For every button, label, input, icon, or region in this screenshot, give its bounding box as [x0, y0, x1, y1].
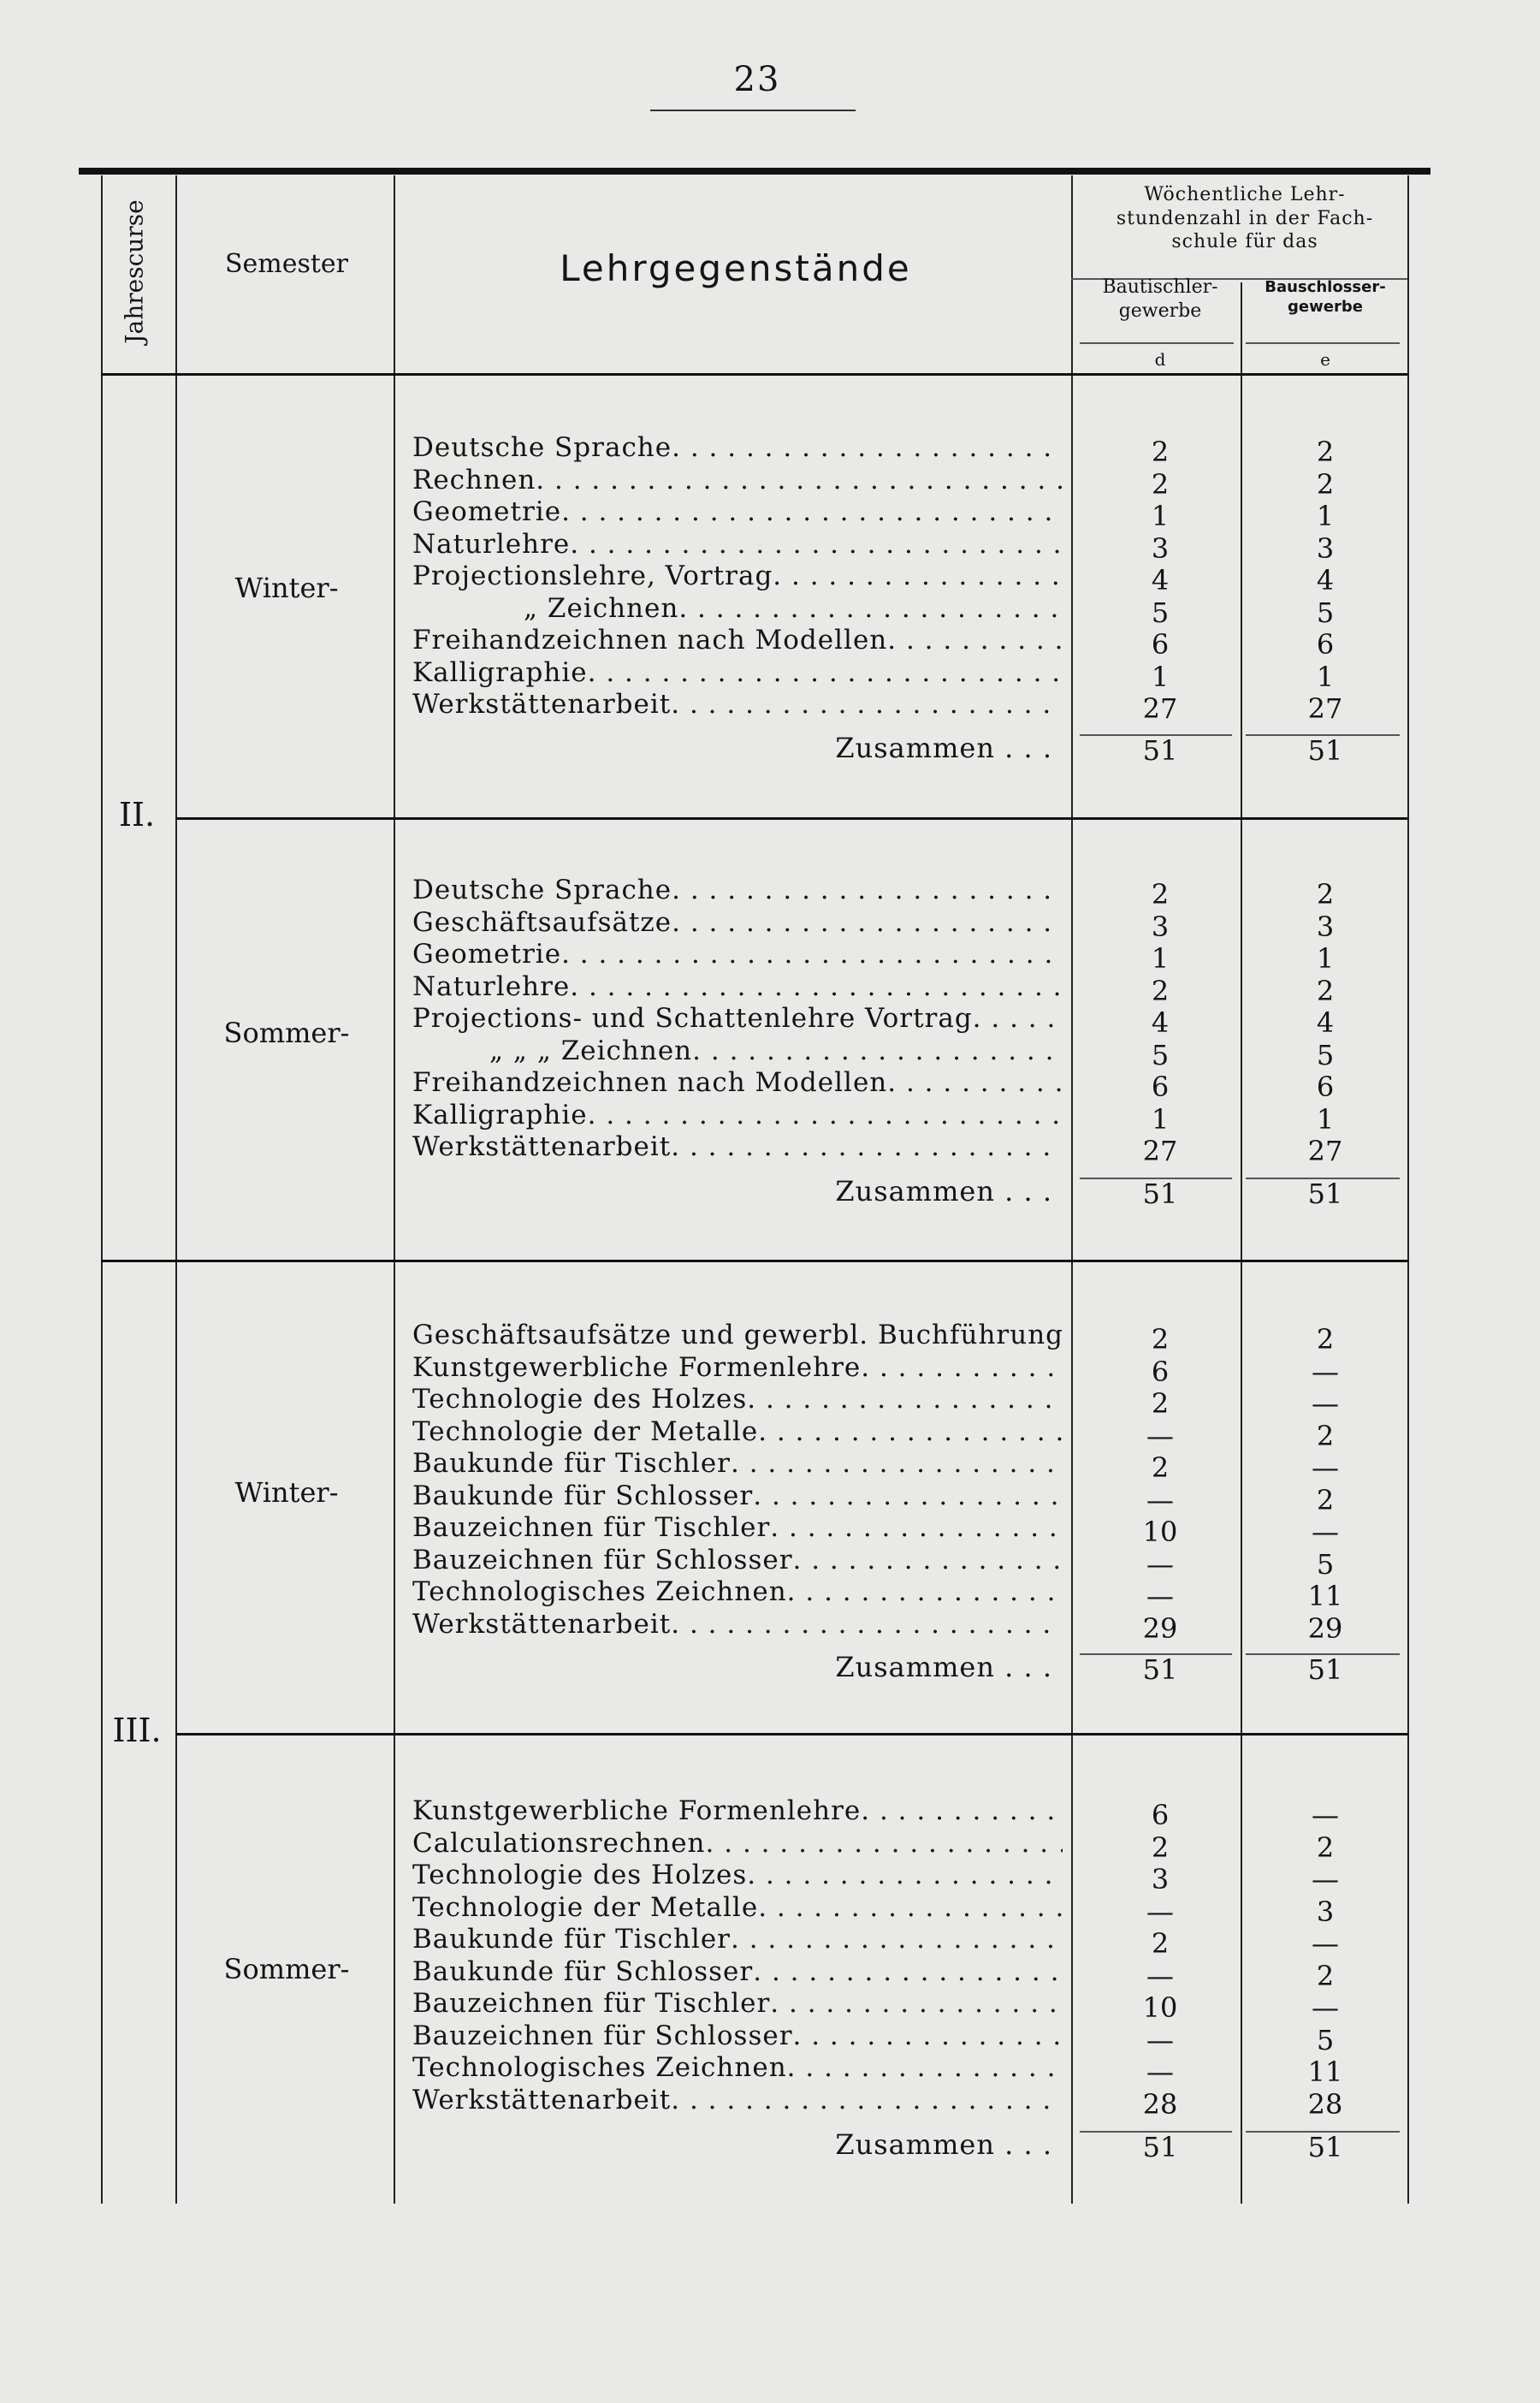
hours-cell: 3 [1151, 1863, 1170, 1896]
hours-cell: — [1312, 1927, 1339, 1960]
subject-row: Geometrie . . . [412, 939, 1063, 971]
hours-cell: 11 [1307, 2056, 1343, 2088]
subject-row: Baukunde für Tischler . . . [412, 1924, 1063, 1956]
subject-row: Bauzeichnen für Schlosser . . . [412, 1545, 1063, 1577]
subject-row: „ Zeichnen . . . [412, 593, 1063, 626]
hours-cell: 2 [1316, 1959, 1335, 1992]
hours-cell: 29 [1307, 1611, 1343, 1645]
subject-row: Technologie des Holzes . . . [412, 1860, 1063, 1892]
hours-cell: 27 [1142, 692, 1178, 725]
hours-cell: — [1146, 1483, 1174, 1516]
subject-row: „ „ „ Zeichnen . . . [412, 1035, 1063, 1068]
col-rule-d [1241, 282, 1242, 2204]
subject-row: Werkstättenarbeit . . . [412, 1131, 1063, 1164]
hours-cell: 2 [1151, 1323, 1170, 1356]
hours-cell: 6 [1151, 1799, 1170, 1831]
hours-cell: 2 [1151, 1451, 1170, 1484]
subject-row: Freihandzeichnen nach Modellen . . . [412, 1067, 1063, 1100]
subject-row: Technologie der Metalle . . . [412, 1416, 1063, 1449]
hours-cell: 2 [1151, 878, 1170, 911]
subject-list [412, 1320, 1063, 1641]
hours-cell: 2 [1151, 436, 1170, 468]
hours-cell: 11 [1307, 1580, 1343, 1612]
course-label-iii: III. [112, 1712, 162, 1749]
total-e: 51 [1307, 1653, 1343, 1686]
total-label: Zusammen . . . [835, 2128, 1052, 2161]
page-number: 23 [733, 60, 781, 99]
hours-cell: 1 [1151, 500, 1170, 532]
subject-row: Rechnen . . . [412, 465, 1063, 497]
total-label: Zusammen . . . [835, 732, 1052, 764]
header-letter-e: e [1320, 349, 1330, 370]
hours-cell: — [1312, 1387, 1339, 1420]
header-letter-d: d [1154, 349, 1166, 370]
col-rule-right [1407, 175, 1409, 2204]
total-label: Zusammen . . . [835, 1175, 1052, 1207]
total-label: Zusammen . . . [835, 1651, 1052, 1683]
header-semester: Semester [224, 249, 349, 279]
header-course: Jahrescurse [121, 199, 150, 344]
semester-divider [175, 1733, 1407, 1736]
total-d: 51 [1142, 2131, 1178, 2163]
subject-row: Kalligraphie . . . [412, 1100, 1063, 1132]
hours-cell: 1 [1151, 942, 1170, 975]
hours-cell: 6 [1151, 1071, 1170, 1103]
semester-divider [175, 817, 1407, 820]
hours-cell: 1 [1151, 1102, 1170, 1136]
header-bottom-rule [101, 373, 1407, 376]
hours-cell: 5 [1316, 1547, 1335, 1581]
header-subjects: Lehrgegenstände [560, 247, 912, 289]
hours-cell: 5 [1316, 1038, 1335, 1071]
subject-row: Werkstättenarbeit . . . [412, 1609, 1063, 1641]
hours-cell: — [1312, 1863, 1339, 1896]
subject-list [412, 1795, 1063, 2116]
hours-cell: 5 [1316, 2023, 1335, 2056]
col-rule-semester [394, 175, 395, 2204]
hours-col-e [1246, 1324, 1405, 1645]
subject-row: Calculationsrechnen . . . [412, 1828, 1063, 1860]
total-d: 51 [1142, 1653, 1178, 1686]
total-e: 51 [1307, 2131, 1343, 2163]
table-top-rule [79, 168, 1430, 175]
hours-cell: — [1146, 1419, 1174, 1452]
subject-row: Technologisches Zeichnen . . . [412, 2052, 1063, 2085]
hours-col-d [1080, 436, 1241, 726]
subject-row: Werkstättenarbeit . . . [412, 689, 1063, 721]
hours-cell: — [1312, 1451, 1339, 1484]
hours-cell: 6 [1151, 1355, 1170, 1388]
total-e: 51 [1307, 1178, 1343, 1210]
hours-cell: 3 [1316, 910, 1335, 943]
hours-cell: 6 [1316, 1071, 1335, 1103]
subject-row: Projectionslehre, Vortrag . . . [412, 561, 1063, 593]
subject-list [412, 875, 1063, 1164]
hours-cell: 5 [1151, 1038, 1170, 1071]
semester-label: Sommer- [223, 1953, 350, 1985]
hours-cell: 4 [1151, 564, 1170, 596]
hours-cell: 2 [1151, 1927, 1170, 1960]
hours-cell: 1 [1316, 660, 1335, 693]
course-divider [101, 1260, 1407, 1262]
hours-cell: — [1312, 1355, 1339, 1388]
hours-cell: 27 [1307, 1135, 1343, 1167]
hours-cell: — [1312, 1991, 1339, 2024]
hours-cell: 1 [1151, 660, 1170, 693]
header-col-e: Bauschlosser- gewerbe [1265, 278, 1386, 316]
hours-cell: 1 [1316, 942, 1335, 975]
header-letter-rule-e [1246, 342, 1400, 344]
subject-row: Baukunde für Tischler . . . [412, 1448, 1063, 1480]
hours-cell: 6 [1316, 628, 1335, 661]
hours-cell: 6 [1151, 628, 1170, 661]
subject-row: Naturlehre . . . [412, 971, 1063, 1004]
subject-row: Bauzeichnen für Tischler . . . [412, 1988, 1063, 2020]
hours-cell: — [1146, 2056, 1174, 2088]
hours-col-e [1246, 1800, 1405, 2121]
subject-row: Kunstgewerbliche Formenlehre . . . [412, 1795, 1063, 1828]
col-rule-left [101, 175, 103, 2204]
hours-cell: 2 [1151, 467, 1170, 501]
hours-cell: — [1146, 1547, 1174, 1581]
subject-row: Geschäftsaufsätze . . . [412, 907, 1063, 940]
header-weekly-hours: Wöchentliche Lehr- stundenzahl in der Fach- schule für das [1116, 184, 1374, 252]
hours-cell: 2 [1151, 1387, 1170, 1420]
subject-row: Kunstgewerbliche Formenlehre . . . [412, 1352, 1063, 1385]
hours-col-d [1080, 879, 1241, 1168]
hours-cell: 4 [1316, 564, 1335, 596]
hours-col-d [1080, 1324, 1241, 1645]
hours-col-d [1080, 1800, 1241, 2121]
total-d: 51 [1142, 734, 1178, 767]
hours-cell: — [1146, 2023, 1174, 2056]
hours-cell: — [1312, 1516, 1339, 1548]
subject-list [412, 432, 1063, 721]
subject-row: Werkstättenarbeit . . . [412, 2085, 1063, 2117]
hours-cell: 1 [1316, 500, 1335, 532]
subject-row: Geschäftsaufsätze und gewerbl. Buchführung [412, 1320, 1064, 1350]
hours-cell: 28 [1142, 2087, 1178, 2121]
hours-cell: 2 [1316, 467, 1335, 501]
hours-cell: — [1312, 1799, 1339, 1831]
total-e: 51 [1307, 734, 1343, 767]
subject-row: Deutsche Sprache . . . [412, 875, 1063, 907]
hours-cell: — [1146, 1580, 1174, 1612]
hours-cell: 2 [1316, 1419, 1335, 1452]
semester-label: Sommer- [223, 1017, 350, 1049]
semester-label: Winter- [234, 1476, 339, 1509]
hours-cell: 4 [1316, 1006, 1335, 1039]
subject-row: Kalligraphie . . . [412, 657, 1063, 690]
col-rule-subjects [1071, 175, 1073, 2204]
hours-cell: 3 [1151, 910, 1170, 943]
hours-cell: 10 [1142, 1516, 1178, 1548]
subject-row: Bauzeichnen für Schlosser . . . [412, 2020, 1063, 2053]
hours-cell: 2 [1316, 974, 1335, 1007]
hours-cell: 2 [1316, 436, 1335, 468]
hours-cell: 28 [1307, 2087, 1343, 2121]
subject-row: Technologie der Metalle . . . [412, 1892, 1063, 1925]
header-letter-rule-d [1080, 342, 1234, 344]
subject-row: Baukunde für Schlosser . . . [412, 1956, 1063, 1989]
hours-cell: 2 [1316, 1323, 1335, 1356]
hours-cell: — [1146, 1959, 1174, 1992]
page-number-rule [650, 110, 856, 111]
hours-cell: 5 [1316, 596, 1335, 629]
hours-col-e [1246, 879, 1405, 1168]
hours-cell: 5 [1151, 596, 1170, 629]
hours-cell: 3 [1316, 531, 1335, 565]
hours-cell: 3 [1151, 531, 1170, 565]
header-col-d: Bautischler- gewerbe [1102, 276, 1218, 322]
hours-cell: 29 [1142, 1611, 1178, 1645]
hours-cell: 2 [1151, 1830, 1170, 1864]
course-label-ii: II. [118, 796, 156, 834]
subject-row: Projections- und Schattenlehre Vortrag . . . [412, 1003, 1063, 1035]
subject-row: Naturlehre . . . [412, 529, 1063, 561]
hours-cell: 3 [1316, 1895, 1335, 1928]
semester-label: Winter- [234, 572, 339, 604]
hours-cell: 2 [1151, 974, 1170, 1007]
subject-row: Technologisches Zeichnen . . . [412, 1576, 1063, 1609]
total-d: 51 [1142, 1178, 1178, 1210]
subject-row: Baukunde für Schlosser . . . [412, 1480, 1063, 1513]
hours-col-e [1246, 436, 1405, 726]
hours-cell: 27 [1142, 1135, 1178, 1167]
hours-cell: 1 [1316, 1102, 1335, 1136]
subject-row: Deutsche Sprache . . . [412, 432, 1063, 465]
hours-cell: 2 [1316, 1483, 1335, 1516]
subject-row: Geometrie . . . [412, 496, 1063, 529]
hours-cell: 27 [1307, 692, 1343, 725]
hours-cell: 2 [1316, 878, 1335, 911]
hours-cell: 10 [1142, 1991, 1178, 2024]
hours-cell: 4 [1151, 1006, 1170, 1039]
hours-cell: 2 [1316, 1830, 1335, 1864]
hours-cell: — [1146, 1895, 1174, 1928]
col-rule-course [175, 175, 177, 2204]
subject-row: Freihandzeichnen nach Modellen . . . [412, 625, 1063, 657]
subject-row: Technologie des Holzes . . . [412, 1384, 1063, 1416]
subject-row: Bauzeichnen für Tischler . . . [412, 1512, 1063, 1545]
